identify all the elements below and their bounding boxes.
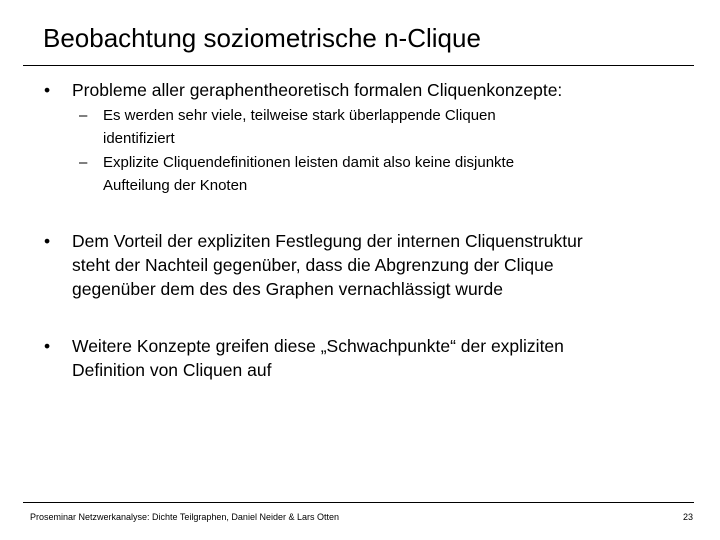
sub-bullet-marker: – <box>79 107 88 124</box>
bullet-line: Dem Vorteil der expliziten Festlegung der internen Cliquenstruktur <box>72 231 583 251</box>
footer-divider <box>23 502 694 503</box>
bullet-line: gegenüber dem des des Graphen vernachlässigt wurde <box>72 279 503 299</box>
sub-bullet-text <box>103 151 663 197</box>
page-number: 23 <box>682 512 693 522</box>
bullet-marker: • <box>44 336 51 356</box>
bullet-line: Probleme aller geraphentheoretisch formalen Cliquenkonzepte: <box>72 80 563 100</box>
bullet-marker: • <box>44 231 51 251</box>
bullet-line: Definition von Cliquen auf <box>72 360 272 380</box>
sub-bullet-line: identifiziert <box>103 130 175 147</box>
bullet-line: steht der Nachteil gegenüber, dass die Abgrenzung der Clique <box>72 255 554 275</box>
bullet-line: Weitere Konzepte greifen diese „Schwachpunkte“ der expliziten <box>72 336 564 356</box>
footer-text: Proseminar Netzwerkanalyse: Dichte Teilgraphen, Daniel Neider & Lars Otten <box>30 512 339 522</box>
bullet-text <box>72 229 672 301</box>
bullet-marker: • <box>44 80 51 100</box>
sub-bullet-line: Es werden sehr viele, teilweise stark überlappende Cliquen <box>103 107 496 124</box>
slide-title: Beobachtung soziometrische n-Clique <box>43 23 481 53</box>
sub-bullet-line: Explizite Cliquendefinitionen leisten damit also keine disjunkte <box>103 154 515 171</box>
sub-bullet-marker: – <box>79 154 88 171</box>
bullet-text <box>72 78 672 102</box>
sub-bullet-line: Aufteilung der Knoten <box>103 177 248 194</box>
bullet-text <box>72 334 672 382</box>
sub-bullet-text <box>103 104 663 150</box>
